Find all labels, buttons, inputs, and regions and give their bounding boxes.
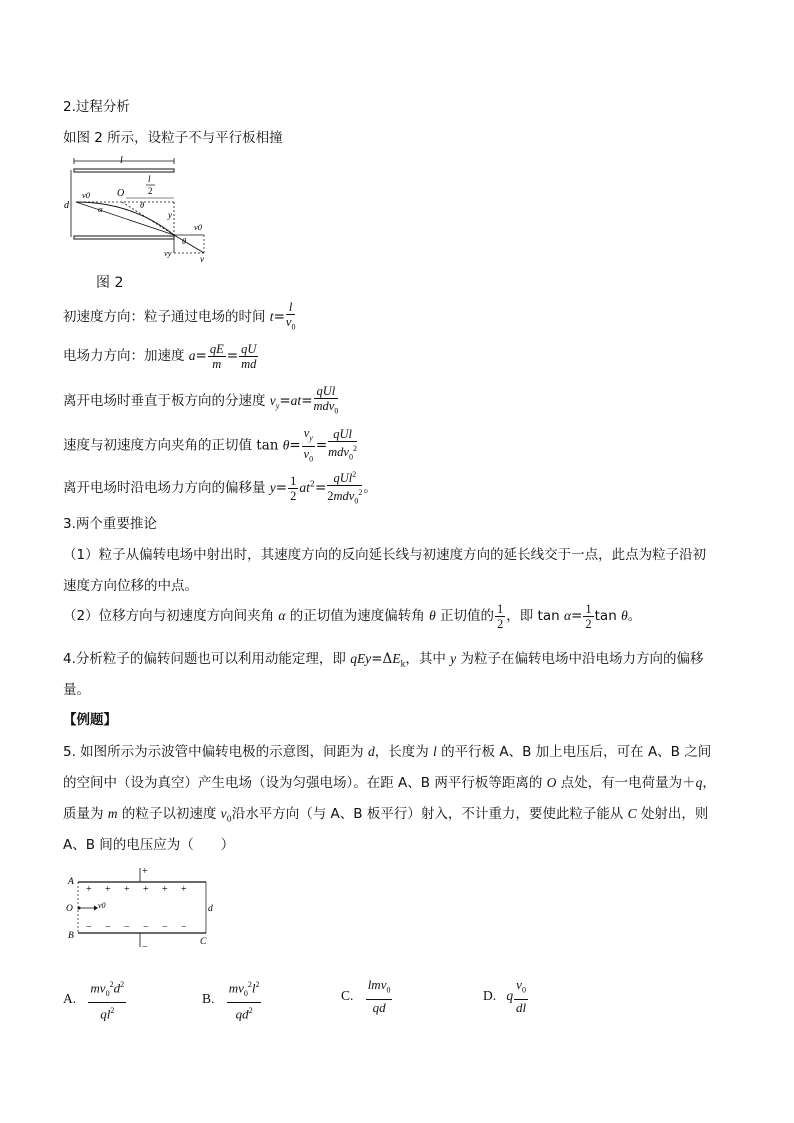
- question-line-3: 质量为 m 的粒子以初速度 $v_0$沿水平方向（与 A、B 板平行）射入，不计重力，要使此粒子能从 C 处射出，则: [63, 806, 709, 824]
- formula-offset: 离开电场时沿电场力方向的偏移量 y= $\frac{1}{2}$ $at^2=$ $\frac{qUl^2}{2mdv_0^2}$ 。: [63, 470, 377, 506]
- example-tag: 【例题】: [63, 712, 117, 728]
- label-two: 2: [148, 186, 153, 196]
- svg-text:+: +: [181, 884, 187, 895]
- option-B[interactable]: B. $\frac{mv_0^2l^2}{qd^2}$: [202, 977, 262, 1022]
- section-4-line1: 4.分析粒子的偏转问题也可以利用动能定理，即 $qEy=\Delta E_k$，其中 y 为粒子在偏转电场中沿电场力方向的偏移: [63, 651, 704, 669]
- label-y: y: [168, 210, 172, 220]
- section-2-heading: 2.过程分析: [63, 99, 130, 115]
- section-3-heading: 3.两个重要推论: [63, 516, 157, 532]
- label-d: d: [64, 200, 69, 211]
- section-4-line2: 量。: [63, 682, 90, 698]
- label-O: O: [117, 188, 125, 199]
- option-A[interactable]: A. $\frac{mv_0^2d^2}{ql^2}$: [63, 977, 127, 1022]
- svg-text:−: −: [124, 922, 130, 933]
- section-3-p2: （2）位移方向与初速度方向间夹角 α 的正切值为速度偏转角 θ 正切值的 $\frac{1}{2}$ ，即 tan α= $\frac{1}{2}$ tan θ。: [63, 602, 642, 631]
- label-d: d: [208, 904, 213, 914]
- svg-text:−: −: [181, 922, 187, 933]
- label-l: l: [120, 155, 123, 166]
- question-line-2: 的空间中（设为真空）产生电场（设为匀强电场）。在距 A、B 两平行板等距离的 O 点处，有一电荷量为＋q，: [63, 775, 716, 791]
- example-figure: [62, 860, 222, 955]
- plus-terminal: +: [142, 866, 148, 877]
- question-line-4: A、B 间的电压应为（ ）: [63, 837, 235, 853]
- option-D[interactable]: D. q $\frac{v_0}{dl}$: [483, 977, 527, 1015]
- formula-tan-theta: 速度与初速度方向夹角的正切值 tan θ= $\frac{v_y}{v_0}$ = $\frac{\text{qUl}}{mdv_0^2}$: [63, 426, 357, 463]
- svg-text:−: −: [143, 922, 149, 933]
- section-3-p1-line2: 速度方向位移的中点。: [63, 578, 198, 594]
- label-v0: v0: [82, 190, 91, 200]
- svg-text:−: −: [105, 922, 111, 933]
- label-v: v: [200, 254, 204, 264]
- figure-2-caption: 图 2: [96, 275, 124, 291]
- svg-text:+: +: [124, 884, 130, 895]
- figure-2-diagram: [62, 152, 232, 264]
- minus-terminal: −: [142, 942, 148, 953]
- svg-text:+: +: [162, 884, 168, 895]
- formula-vy: 离开电场时垂直于板方向的分速度 $v_y=at=$ $\frac{\text{qUl}}{mdv_0}$: [63, 384, 339, 416]
- svg-text:+: +: [105, 884, 111, 895]
- svg-text:−: −: [86, 922, 92, 933]
- question-line-1: 5. 如图所示为示波管中偏转电极的示意图，间距为 d，长度为 l 的平行板 A、B 加上电压后，可在 A、B 之间: [63, 744, 712, 760]
- label-vy: vy: [164, 248, 172, 258]
- label-theta-1: θ: [140, 200, 145, 210]
- label-A: A: [68, 877, 74, 887]
- formula-time: 初速度方向：粒子通过电场的时间 t= $\frac{l}{v_0}$: [63, 300, 296, 332]
- label-O: O: [66, 904, 73, 914]
- section-2-intro: 如图 2 所示，设粒子不与平行板相撞: [63, 130, 283, 146]
- label-C: C: [200, 937, 207, 947]
- label-v0: v0: [98, 901, 106, 910]
- label-theta-2: θ: [182, 236, 187, 246]
- option-C[interactable]: C. $\frac{lmv_0}{qd}$: [341, 977, 391, 1015]
- label-B: B: [68, 931, 74, 941]
- label-alpha: α: [98, 204, 103, 214]
- label-half-l: l: [148, 174, 151, 184]
- svg-text:−: −: [162, 922, 168, 933]
- section-3-p1-line1: （1）粒子从偏转电场中射出时，其速度方向的反向延长线与初速度方向的延长线交于一点，此点为粒子沿初: [63, 547, 707, 563]
- svg-text:+: +: [86, 884, 92, 895]
- formula-acceleration: 电场力方向：加速度 a= $\frac{qE}{m}$ = $\frac{qU}{md}$: [63, 342, 257, 371]
- svg-text:+: +: [143, 884, 149, 895]
- svg-text:v0: v0: [194, 222, 203, 232]
